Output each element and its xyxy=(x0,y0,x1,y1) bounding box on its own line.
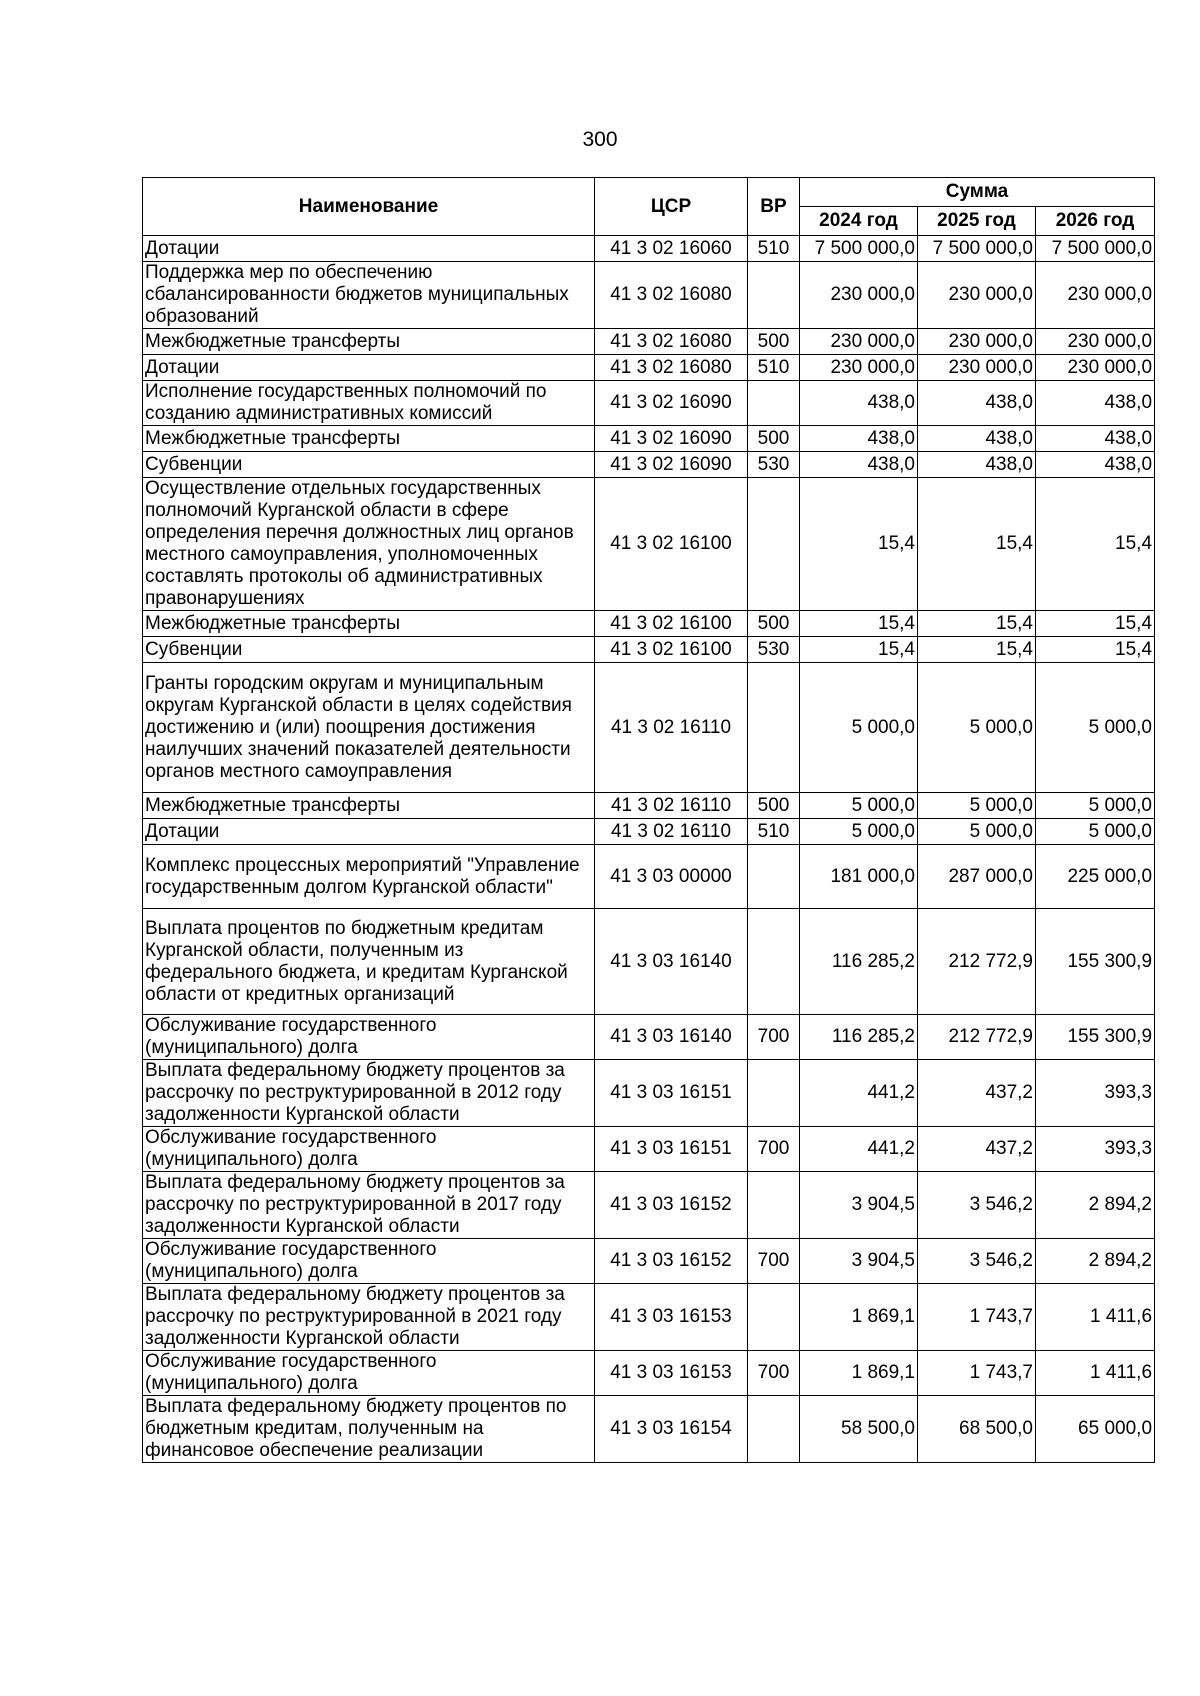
row-name: Обслуживание государственного (муниципального) долга xyxy=(143,1127,595,1172)
row-name: Обслуживание государственного (муниципального) долга xyxy=(143,1351,595,1396)
row-name: Исполнение государственных полномочий по созданию административных комиссий xyxy=(143,381,595,426)
budget-table xyxy=(142,177,1155,1463)
row-csr: 41 3 02 16090 xyxy=(595,381,748,426)
row-csr: 41 3 02 16090 xyxy=(595,452,748,478)
row-sum-2025: 438,0 xyxy=(918,381,1036,426)
row-sum-2026: 15,4 xyxy=(1036,478,1155,611)
header-vr: ВР xyxy=(748,178,800,236)
row-sum-2025: 15,4 xyxy=(918,637,1036,663)
table-row xyxy=(143,819,1155,845)
row-sum-2024: 58 500,0 xyxy=(800,1396,918,1463)
row-name: Субвенции xyxy=(143,452,595,478)
row-sum-2024: 1 869,1 xyxy=(800,1351,918,1396)
header-csr: ЦСР xyxy=(595,178,748,236)
row-vr xyxy=(748,663,800,793)
row-vr xyxy=(748,381,800,426)
table-row xyxy=(143,262,1155,329)
row-vr xyxy=(748,1060,800,1127)
row-name: Межбюджетные трансферты xyxy=(143,793,595,819)
row-sum-2026: 393,3 xyxy=(1036,1060,1155,1127)
row-csr: 41 3 03 16154 xyxy=(595,1396,748,1463)
row-csr: 41 3 03 16140 xyxy=(595,909,748,1015)
row-name: Поддержка мер по обеспечению сбалансированности бюджетов муниципальных образований xyxy=(143,262,595,329)
row-vr: 700 xyxy=(748,1127,800,1172)
header-2024: 2024 год xyxy=(800,207,918,236)
row-name: Выплата процентов по бюджетным кредитам Курганской области, полученным из федерального бюджета, и кредитам Курганской области от кредитных организаций xyxy=(143,909,595,1015)
row-sum-2025: 5 000,0 xyxy=(918,663,1036,793)
row-sum-2024: 116 285,2 xyxy=(800,1015,918,1060)
row-vr xyxy=(748,1172,800,1239)
row-sum-2025: 3 546,2 xyxy=(918,1239,1036,1284)
row-sum-2024: 438,0 xyxy=(800,426,918,452)
row-sum-2026: 2 894,2 xyxy=(1036,1172,1155,1239)
row-sum-2026: 1 411,6 xyxy=(1036,1284,1155,1351)
row-sum-2025: 287 000,0 xyxy=(918,845,1036,909)
row-sum-2026: 5 000,0 xyxy=(1036,793,1155,819)
row-csr: 41 3 03 16153 xyxy=(595,1351,748,1396)
table-row xyxy=(143,1172,1155,1239)
header-sum: Сумма xyxy=(800,178,1155,207)
row-csr: 41 3 03 16151 xyxy=(595,1127,748,1172)
row-name: Обслуживание государственного (муниципального) долга xyxy=(143,1015,595,1060)
table-row xyxy=(143,1239,1155,1284)
row-csr: 41 3 02 16060 xyxy=(595,236,748,262)
row-name: Выплата федеральному бюджету процентов за рассрочку по реструктурированной в 2021 году задолженности Курганской области xyxy=(143,1284,595,1351)
row-vr: 500 xyxy=(748,793,800,819)
row-csr: 41 3 02 16110 xyxy=(595,819,748,845)
row-sum-2026: 438,0 xyxy=(1036,426,1155,452)
table-row xyxy=(143,355,1155,381)
row-sum-2026: 155 300,9 xyxy=(1036,1015,1155,1060)
row-sum-2024: 230 000,0 xyxy=(800,355,918,381)
row-vr: 700 xyxy=(748,1015,800,1060)
row-name: Дотации xyxy=(143,355,595,381)
row-sum-2024: 1 869,1 xyxy=(800,1284,918,1351)
row-sum-2024: 15,4 xyxy=(800,611,918,637)
row-sum-2026: 225 000,0 xyxy=(1036,845,1155,909)
row-csr: 41 3 03 16152 xyxy=(595,1172,748,1239)
table-row xyxy=(143,663,1155,793)
row-vr: 700 xyxy=(748,1239,800,1284)
row-csr: 41 3 03 16151 xyxy=(595,1060,748,1127)
row-sum-2026: 1 411,6 xyxy=(1036,1351,1155,1396)
row-sum-2026: 5 000,0 xyxy=(1036,663,1155,793)
table-row xyxy=(143,611,1155,637)
row-sum-2024: 3 904,5 xyxy=(800,1172,918,1239)
table-body xyxy=(143,236,1155,1463)
row-sum-2025: 230 000,0 xyxy=(918,355,1036,381)
table-row xyxy=(143,1127,1155,1172)
table-row xyxy=(143,637,1155,663)
table-row xyxy=(143,381,1155,426)
row-sum-2025: 230 000,0 xyxy=(918,262,1036,329)
row-sum-2026: 15,4 xyxy=(1036,611,1155,637)
row-sum-2026: 5 000,0 xyxy=(1036,819,1155,845)
header-name: Наименование xyxy=(143,178,595,236)
header-2025: 2025 год xyxy=(918,207,1036,236)
table-row xyxy=(143,1015,1155,1060)
table-row xyxy=(143,236,1155,262)
row-sum-2025: 15,4 xyxy=(918,611,1036,637)
table-row xyxy=(143,1351,1155,1396)
row-vr: 530 xyxy=(748,452,800,478)
row-sum-2026: 438,0 xyxy=(1036,381,1155,426)
row-sum-2024: 441,2 xyxy=(800,1127,918,1172)
row-csr: 41 3 02 16110 xyxy=(595,663,748,793)
row-vr xyxy=(748,1396,800,1463)
row-sum-2026: 230 000,0 xyxy=(1036,329,1155,355)
table-row xyxy=(143,845,1155,909)
table-row xyxy=(143,426,1155,452)
row-sum-2025: 7 500 000,0 xyxy=(918,236,1036,262)
row-name: Межбюджетные трансферты xyxy=(143,611,595,637)
row-sum-2024: 230 000,0 xyxy=(800,262,918,329)
row-vr: 510 xyxy=(748,819,800,845)
row-sum-2024: 7 500 000,0 xyxy=(800,236,918,262)
row-vr xyxy=(748,262,800,329)
table-header xyxy=(143,178,1155,236)
row-vr xyxy=(748,1284,800,1351)
table-row xyxy=(143,478,1155,611)
row-vr: 510 xyxy=(748,355,800,381)
row-sum-2024: 438,0 xyxy=(800,381,918,426)
row-sum-2025: 1 743,7 xyxy=(918,1284,1036,1351)
row-csr: 41 3 03 16153 xyxy=(595,1284,748,1351)
row-sum-2024: 3 904,5 xyxy=(800,1239,918,1284)
row-sum-2024: 5 000,0 xyxy=(800,663,918,793)
row-sum-2024: 116 285,2 xyxy=(800,909,918,1015)
row-csr: 41 3 02 16080 xyxy=(595,262,748,329)
row-sum-2025: 230 000,0 xyxy=(918,329,1036,355)
row-vr xyxy=(748,845,800,909)
row-sum-2025: 3 546,2 xyxy=(918,1172,1036,1239)
row-csr: 41 3 02 16110 xyxy=(595,793,748,819)
row-sum-2024: 441,2 xyxy=(800,1060,918,1127)
row-name: Осуществление отдельных государственных полномочий Курганской области в сфере определения перечня должностных лиц органов местного самоуправления, уполномоченных составлять протоколы об административных правонарушениях xyxy=(143,478,595,611)
row-sum-2024: 5 000,0 xyxy=(800,793,918,819)
row-sum-2025: 15,4 xyxy=(918,478,1036,611)
row-sum-2024: 230 000,0 xyxy=(800,329,918,355)
row-sum-2026: 7 500 000,0 xyxy=(1036,236,1155,262)
row-csr: 41 3 02 16090 xyxy=(595,426,748,452)
row-sum-2025: 438,0 xyxy=(918,452,1036,478)
row-name: Межбюджетные трансферты xyxy=(143,426,595,452)
row-csr: 41 3 02 16080 xyxy=(595,355,748,381)
row-csr: 41 3 03 16140 xyxy=(595,1015,748,1060)
row-vr: 500 xyxy=(748,611,800,637)
row-vr: 510 xyxy=(748,236,800,262)
row-sum-2025: 437,2 xyxy=(918,1060,1036,1127)
row-vr: 500 xyxy=(748,329,800,355)
row-csr: 41 3 02 16080 xyxy=(595,329,748,355)
row-sum-2026: 393,3 xyxy=(1036,1127,1155,1172)
row-sum-2024: 15,4 xyxy=(800,478,918,611)
row-sum-2025: 437,2 xyxy=(918,1127,1036,1172)
row-name: Выплата федеральному бюджету процентов за рассрочку по реструктурированной в 2017 году задолженности Курганской области xyxy=(143,1172,595,1239)
row-name: Дотации xyxy=(143,236,595,262)
row-sum-2025: 212 772,9 xyxy=(918,1015,1036,1060)
row-sum-2025: 5 000,0 xyxy=(918,793,1036,819)
row-sum-2026: 2 894,2 xyxy=(1036,1239,1155,1284)
row-sum-2026: 438,0 xyxy=(1036,452,1155,478)
row-name: Субвенции xyxy=(143,637,595,663)
row-vr: 500 xyxy=(748,426,800,452)
table-row xyxy=(143,793,1155,819)
row-vr: 530 xyxy=(748,637,800,663)
row-sum-2024: 5 000,0 xyxy=(800,819,918,845)
row-name: Выплата федеральному бюджету процентов по бюджетным кредитам, полученным на финансовое обеспечение реализации xyxy=(143,1396,595,1463)
table-row xyxy=(143,1284,1155,1351)
row-vr xyxy=(748,909,800,1015)
row-csr: 41 3 02 16100 xyxy=(595,478,748,611)
row-sum-2026: 230 000,0 xyxy=(1036,355,1155,381)
row-name: Выплата федеральному бюджету процентов за рассрочку по реструктурированной в 2012 году задолженности Курганской области xyxy=(143,1060,595,1127)
row-sum-2025: 212 772,9 xyxy=(918,909,1036,1015)
row-name: Комплекс процессных мероприятий "Управление государственным долгом Курганской области" xyxy=(143,845,595,909)
row-sum-2024: 438,0 xyxy=(800,452,918,478)
row-sum-2026: 230 000,0 xyxy=(1036,262,1155,329)
row-csr: 41 3 03 00000 xyxy=(595,845,748,909)
row-csr: 41 3 02 16100 xyxy=(595,611,748,637)
row-sum-2026: 15,4 xyxy=(1036,637,1155,663)
page-number: 300 xyxy=(582,128,618,151)
table-row xyxy=(143,329,1155,355)
table-row xyxy=(143,1396,1155,1463)
row-sum-2025: 1 743,7 xyxy=(918,1351,1036,1396)
row-sum-2024: 181 000,0 xyxy=(800,845,918,909)
row-csr: 41 3 02 16100 xyxy=(595,637,748,663)
table-row xyxy=(143,452,1155,478)
row-sum-2026: 155 300,9 xyxy=(1036,909,1155,1015)
row-name: Межбюджетные трансферты xyxy=(143,329,595,355)
row-sum-2025: 68 500,0 xyxy=(918,1396,1036,1463)
table-row xyxy=(143,909,1155,1015)
row-name: Обслуживание государственного (муниципального) долга xyxy=(143,1239,595,1284)
row-name: Гранты городским округам и муниципальным округам Курганской области в целях содействия достижению и (или) поощрения достижения наилучших значений показателей деятельности органов местного самоуправления xyxy=(143,663,595,793)
header-2026: 2026 год xyxy=(1036,207,1155,236)
row-sum-2025: 5 000,0 xyxy=(918,819,1036,845)
row-csr: 41 3 03 16152 xyxy=(595,1239,748,1284)
row-sum-2024: 15,4 xyxy=(800,637,918,663)
row-vr xyxy=(748,478,800,611)
table-row xyxy=(143,1060,1155,1127)
row-vr: 700 xyxy=(748,1351,800,1396)
row-name: Дотации xyxy=(143,819,595,845)
row-sum-2026: 65 000,0 xyxy=(1036,1396,1155,1463)
row-sum-2025: 438,0 xyxy=(918,426,1036,452)
